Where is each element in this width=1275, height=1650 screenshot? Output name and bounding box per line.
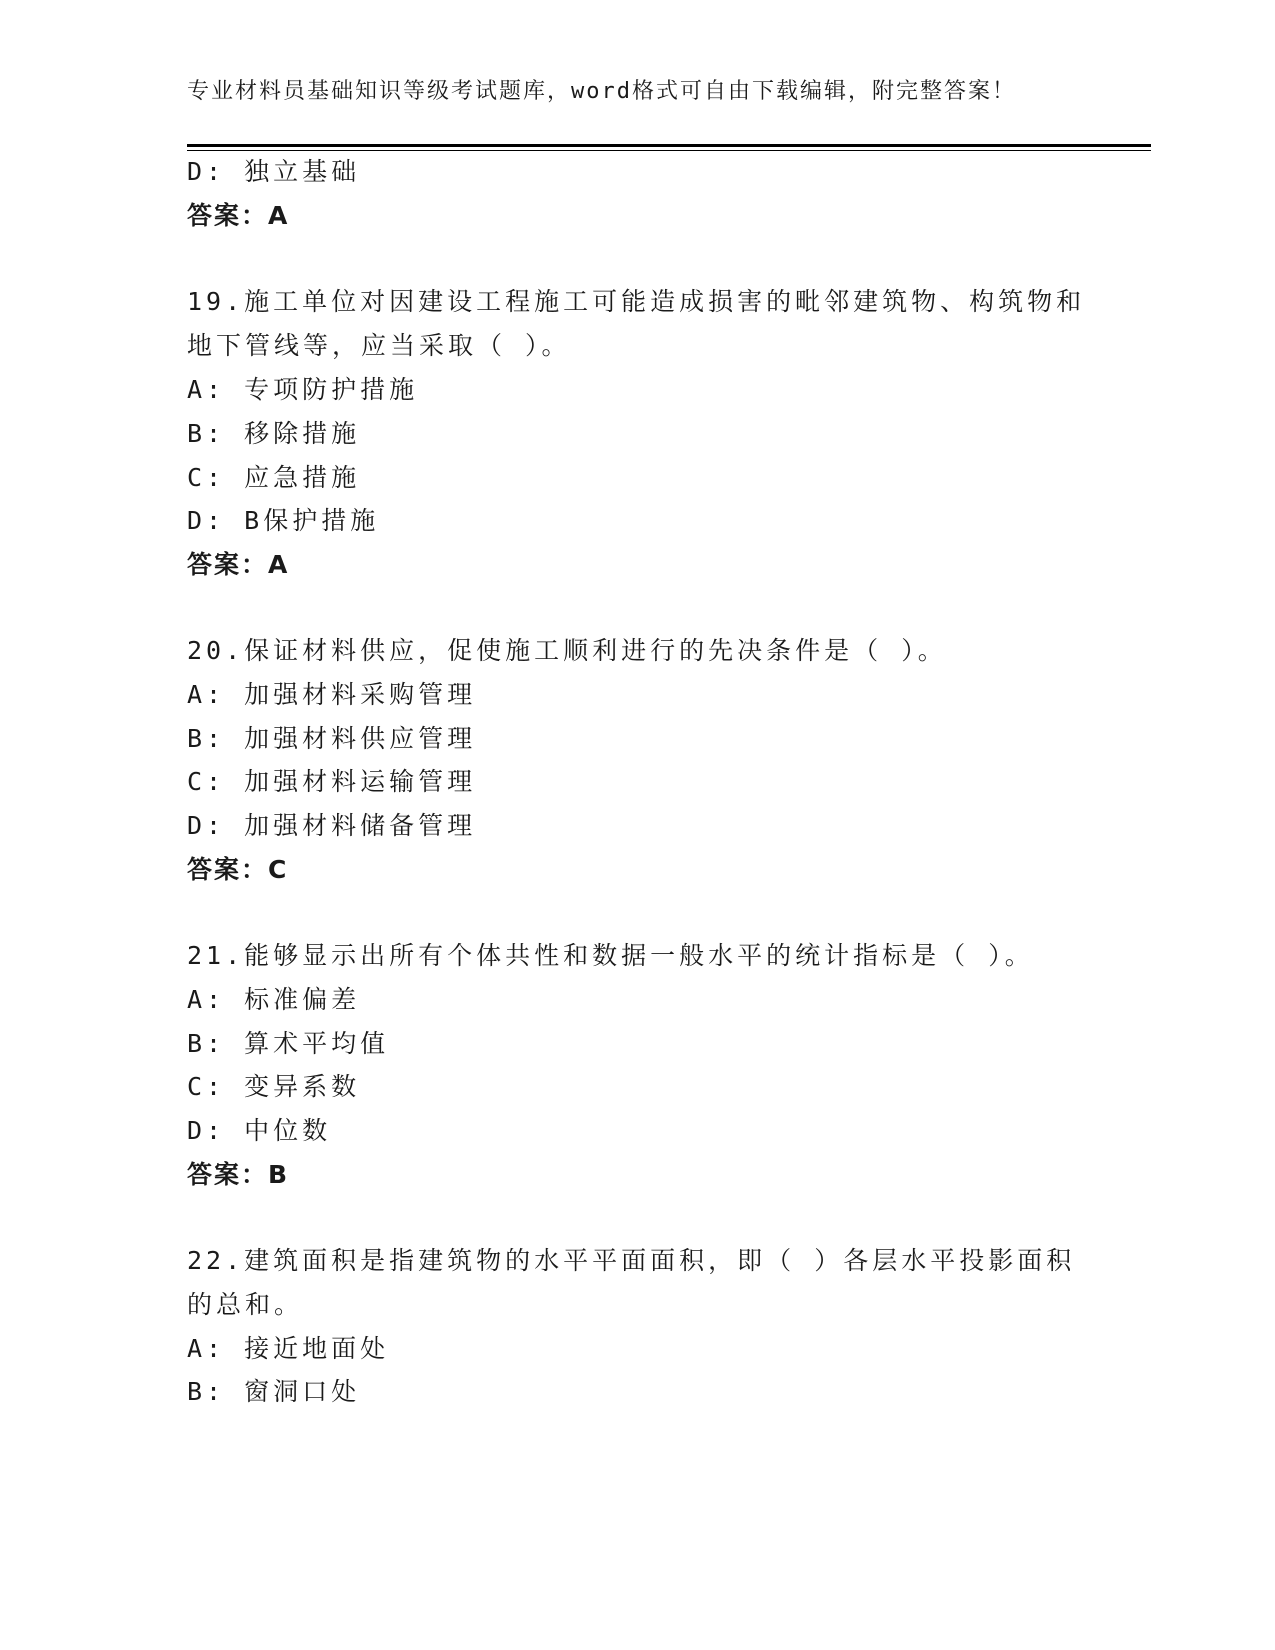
q19-stem-line1: 19.施工单位对因建设工程施工可能造成损害的毗邻建筑物、构筑物和: [187, 287, 1086, 316]
q20-option-c: C: 加强材料运输管理: [187, 767, 477, 796]
page-header: 专业材料员基础知识等级考试题库，word格式可自由下载编辑，附完整答案！: [187, 79, 1016, 104]
q20-option-b: B: 加强材料供应管理: [187, 724, 477, 753]
q22-stem-line1: 22.建筑面积是指建筑物的水平平面面积，即（ ）各层水平投影面积: [187, 1246, 1076, 1275]
q22-option-a: A: 接近地面处: [187, 1334, 390, 1363]
q19-option-b: B: 移除措施: [187, 419, 361, 448]
q22-stem-line2: 的总和。: [187, 1290, 304, 1319]
header-divider: [187, 144, 1151, 147]
q21-option-d: D: 中位数: [187, 1116, 332, 1145]
q19-option-d: D: B保护措施: [187, 506, 380, 535]
q20-stem-line1: 20.保证材料供应，促使施工顺利进行的先决条件是（ ）。: [187, 636, 947, 665]
q21-stem-line1: 21.能够显示出所有个体共性和数据一般水平的统计指标是（ ）。: [187, 941, 1034, 970]
q20-option-a: A: 加强材料采购管理: [187, 680, 477, 709]
q21-answer: 答案：B: [187, 1160, 290, 1189]
q20-option-d: D: 加强材料储备管理: [187, 811, 477, 840]
q19-stem-line2: 地下管线等，应当采取（ ）。: [187, 331, 571, 360]
q19-option-a: A: 专项防护措施: [187, 375, 419, 404]
q19-option-c: C: 应急措施: [187, 463, 361, 492]
header-divider-thin: [187, 150, 1151, 151]
q20-answer: 答案：C: [187, 855, 289, 884]
prev-option-d: D: 独立基础: [187, 157, 361, 186]
q22-option-b: B: 窗洞口处: [187, 1377, 361, 1406]
q19-answer: 答案：A: [187, 550, 290, 579]
q21-option-c: C: 变异系数: [187, 1072, 361, 1101]
q21-option-a: A: 标准偏差: [187, 985, 361, 1014]
q21-option-b: B: 算术平均值: [187, 1029, 390, 1058]
prev-answer: 答案：A: [187, 201, 290, 230]
